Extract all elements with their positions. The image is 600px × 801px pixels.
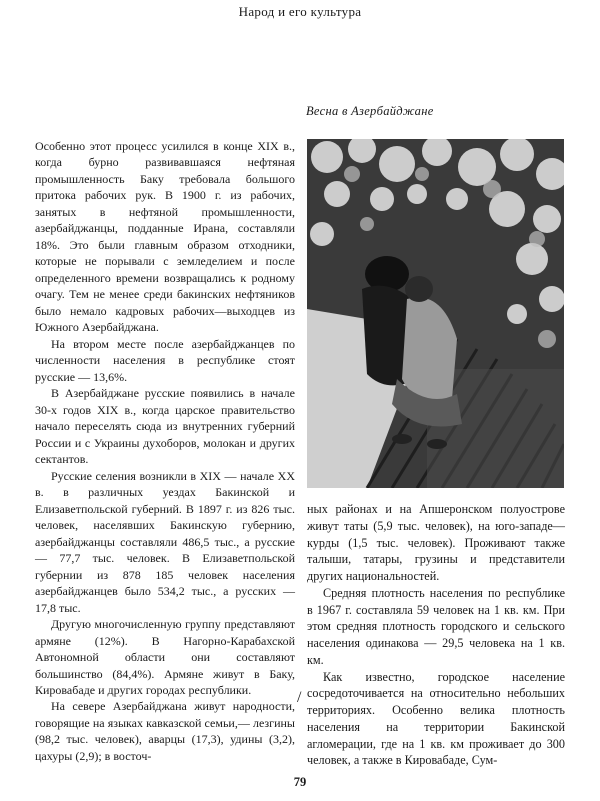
paragraph: На втором месте после азербайджанцев по численности населения в республике стоят русские — 13,6%. [35, 336, 295, 384]
photo-illustration [307, 139, 564, 488]
paragraph: На севере Азербайджана живут народности, говорящие на языках кавказской семьи,— лезгины (98,2 тыс. человек), аварцы (17,3), удины (3,2), цахуры (2,9); в восточ- [35, 699, 295, 763]
running-header: Народ и его культура [238, 4, 362, 19]
paragraph: Другую многочисленную группу представляют армяне (12%). В Нагорно-Карабахской Автономной области они составляют большинство (84,4%). Армяне живут в Баку, Кировабаде и других городах республики. [35, 617, 295, 697]
paragraph: Особенно этот процесс усилился в конце XIX в., когда бурно развивавшаяся нефтяная промышленность Баку требовала большого притока рабочих рук. В 1900 г. из рабочих, занятых в нефтяной промышленности, азербайджанцы, подданные Ирана, составляли 18%. Это были главным образом отходники, которые не порывали с земледелием и после определенного времени возвращались к родному очагу. Тем не менее среди бакинских нефтяников было немало кадровых рабочих—выходцев из Южного Азербайджана. [35, 139, 295, 335]
right-text-column [307, 501, 565, 769]
left-text-column [35, 138, 295, 764]
paragraph: Средняя плотность населения по республике в 1967 г. составляла 59 человек на 1 кв. км. При этом средняя плотность городского и сельского населения одинакова — 29,5 человека на 1 кв. км. [307, 585, 565, 667]
paragraph: Как известно, городское население сосредоточивается на относительно небольших территориях. Особенно велика плотность населения на территории Бакинской агломерации, где на 1 кв. км проживает до 300 человек, а также в Кировабаде, Сум- [307, 669, 565, 768]
photo-spring-in-azerbaijan [307, 139, 564, 488]
figure-caption: Весна в Азербайджане [306, 104, 434, 118]
page-number: 79 [293, 775, 307, 789]
paragraph: В Азербайджане русские появились в начале 30-х годов XIX в., когда царское правительство начало переселять сюда из внутренних губерний России и с Украины духоборов, молокан и других сектантов. [35, 386, 295, 467]
paragraph: ных районах и на Апшеронском полуострове живут таты (5,9 тыс. человек), на юго-западе—курды (1,5 тыс. человек). Проживают также талыши, татары, грузины и представители других национальностей. [307, 502, 565, 584]
margin-mark: / [297, 689, 302, 706]
paragraph: Русские селения возникли в XIX — начале XX в. в различных уездах Бакинской и Елизаветпольской губерний. В 1897 г. из 826 тыс. человек, населявших Бакинскую губернию, азербайджанцы составляли 486,5 тыс., а русские — 77,7 тыс. человек. В Елизаветпольской губернии из 878 185 человек населения азербайджанцев было 534,2 тыс., а русских — 17,8 тыс. [35, 468, 295, 615]
